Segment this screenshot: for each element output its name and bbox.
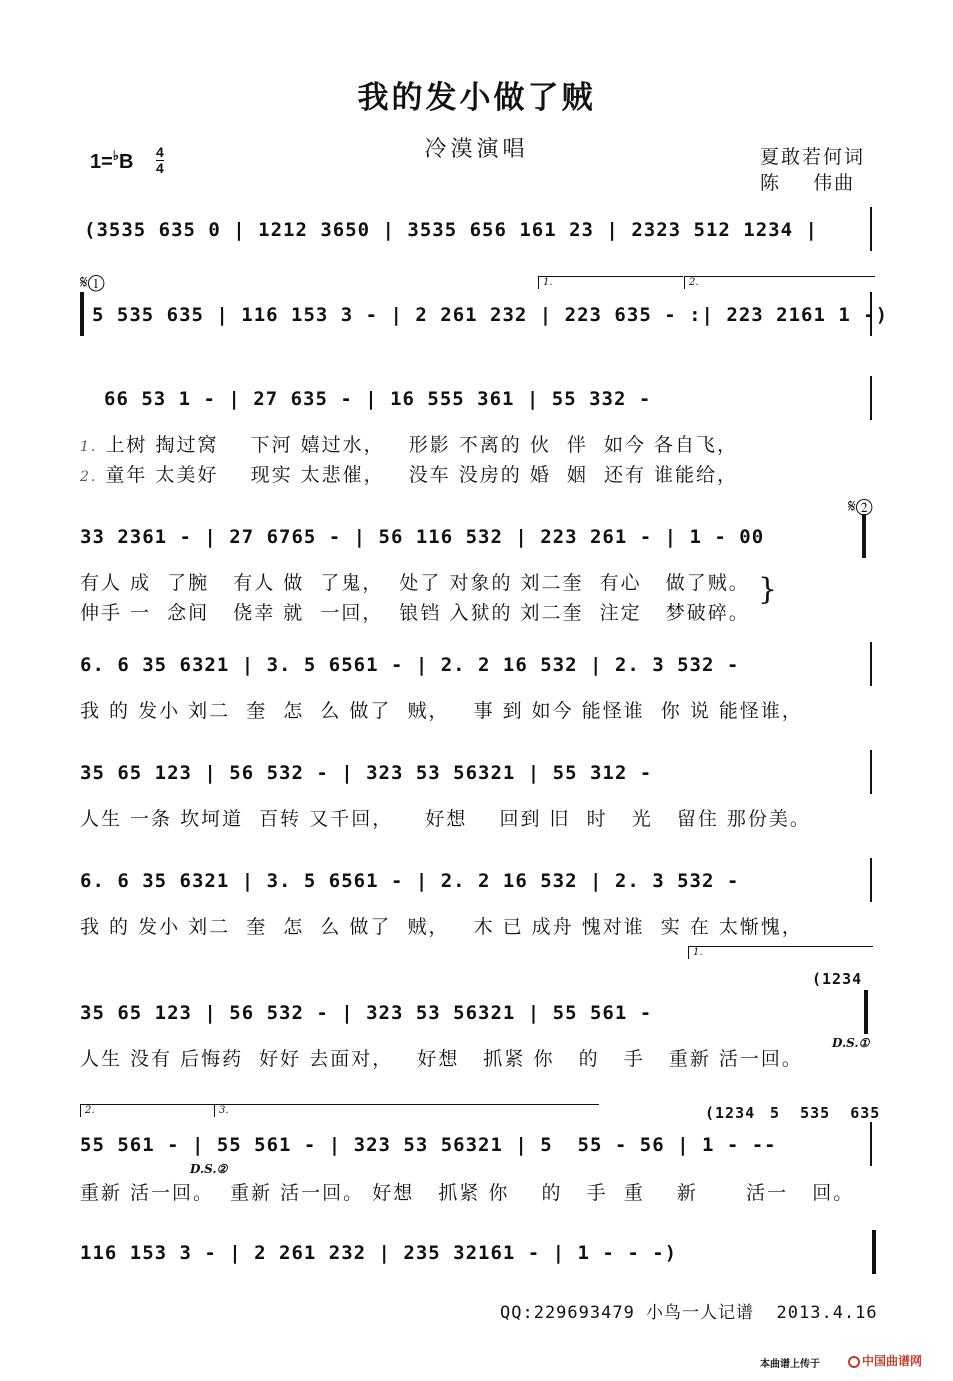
chorus4-lyric: 人生 没有 后悔药 好好 去面对， 好想 抓紧 你 的 手 重新 活一回。 [80,1048,803,1070]
verse1-lyric-2 [80,460,738,487]
chorus2-notes: 35 65 123 | 56 532 - | 323 53 56321 | 55 312 - [80,762,653,784]
lyricist-credit: 夏敢若何词 [760,146,866,168]
key-signature [90,148,133,174]
section-a-notes: 5 535 635 | 116 153 3 - | 2 261 232 | 223 635 - :| 223 2161 1 -) [92,304,889,326]
chorus1-notes: 6. 6 35 6321 | 3. 5 6561 - | 2. 2 16 532 | 2. 3 532 - [80,654,740,676]
site-logo[interactable] [848,1352,922,1369]
segno-2-marker: 𝄋② [848,496,873,517]
coda2-notes: 116 153 3 - | 2 261 232 | 235 32161 - | 1 - - -) [80,1242,678,1264]
bar-line [870,376,872,420]
logo-icon [848,1356,860,1368]
coda1-line [0,1128,953,1162]
key-flat: ♭ [112,148,119,163]
chorus3-line [0,864,953,898]
key-note: B [118,151,134,173]
verse2-lyric-2: 伸手 一 念间 侥幸 就 一回， 锒铛 入狱的 刘二奎 注定 梦破碎。 [80,602,750,624]
ds-1-marker: D.S.① [832,1036,870,1050]
coda1-notes: 55 561 - | 55 561 - | 323 53 56321 | 5 55 - 56 | 1 - -- [80,1134,777,1156]
key-prefix: 1= [90,151,113,173]
link-notes: (1234 [705,1104,756,1122]
chorus3-notes: 6. 6 35 6321 | 3. 5 6561 - | 2. 2 16 532 | 2. 3 532 - [80,870,740,892]
lyric-text: 童年 太美好 现实 太悲催， 没车 没房的 婚 姻 还有 谁能给， [105,464,739,486]
ds-2-marker: D.S.② [190,1162,228,1176]
verse-number: 1. [80,439,98,455]
chorus1-lyric: 我 的 发小 刘二 奎 怎 么 做了 贼， 事 到 如今 能怪谁 你 说 能怪谁， [80,700,803,722]
verse2-line [0,520,953,554]
time-bottom: 4 [156,160,164,176]
volta-2: 2. [684,276,875,289]
double-bar [864,990,868,1034]
lyric-text: 上树 掏过窝 下河 嬉过水， 形影 不离的 伙 伴 如今 各自飞， [105,434,739,456]
time-signature [156,145,164,176]
transcriber-credit: QQ:229693479 小鸟一人记谱 2013.4.16 [500,1303,878,1323]
bar-line [870,750,872,794]
link-notes-2: 5 535 635 [770,1104,881,1122]
bar-line [870,642,872,686]
verse2-notes: 33 2361 - | 27 6765 - | 56 116 532 | 223 261 - | 1 - 00 [80,526,765,548]
chorus2-line [0,756,953,790]
lyric-brace: } [758,572,778,607]
singer-credit: 冷漠演唱 [424,137,529,162]
coda2-line [0,1236,953,1270]
chorus4-notes: 35 65 123 | 56 532 - | 323 53 56321 | 55 561 - [80,1002,653,1024]
verse2-lyric-1: 有人 成 了腕 有人 做 了鬼， 处了 对象的 刘二奎 有心 做了贼。 [80,572,750,594]
composer-credit: 陈 伟曲 [760,172,856,194]
intro-line [0,213,953,247]
bar-line [870,1122,872,1166]
bar-line [870,207,872,251]
volta-3: 3. [214,1104,599,1117]
chorus1-line [0,648,953,682]
site-name: 中国曲谱网 [862,1354,923,1368]
chorus4-line [0,996,953,1030]
verse1-lyric-1 [80,430,738,457]
chorus3-lyric: 我 的 发小 刘二 奎 怎 么 做了 贼， 木 已 成舟 愧对谁 实 在 太惭愧， [80,916,803,938]
bar-line [870,292,872,336]
final-bar [872,1230,876,1274]
volta-2: 2. [80,1104,215,1117]
volta-1: 1. [688,946,873,959]
verse1-line [0,382,953,416]
segno-1-marker: 𝄋① [80,272,105,293]
link-notes: (1234 [812,970,863,988]
verse-number: 2. [80,469,98,485]
intro-notes: (3535 635 0 | 1212 3650 | 3535 656 161 23 | 2323 512 1234 | [84,219,818,241]
chorus2-lyric: 人生 一条 坎坷道 百转 又千回， 好想 回到 旧 时 光 留住 那份美。 [80,808,811,830]
coda1-lyric: 重新 活一回。 重新 活一回。 好想 抓紧 你 的 手 重 新 活一 回。 [80,1182,855,1204]
repeat-start-bar [80,292,84,336]
score-title: 我的发小做了贼 [357,80,596,116]
section-a-line [0,298,953,332]
time-top: 4 [156,144,164,160]
double-bar [862,514,866,558]
volta-1: 1. [538,276,683,289]
bar-line [870,858,872,902]
verse1-notes: 66 53 1 - | 27 635 - | 16 555 361 | 55 332 - [104,388,652,410]
upload-note: 本曲谱上传于 [760,1359,820,1370]
